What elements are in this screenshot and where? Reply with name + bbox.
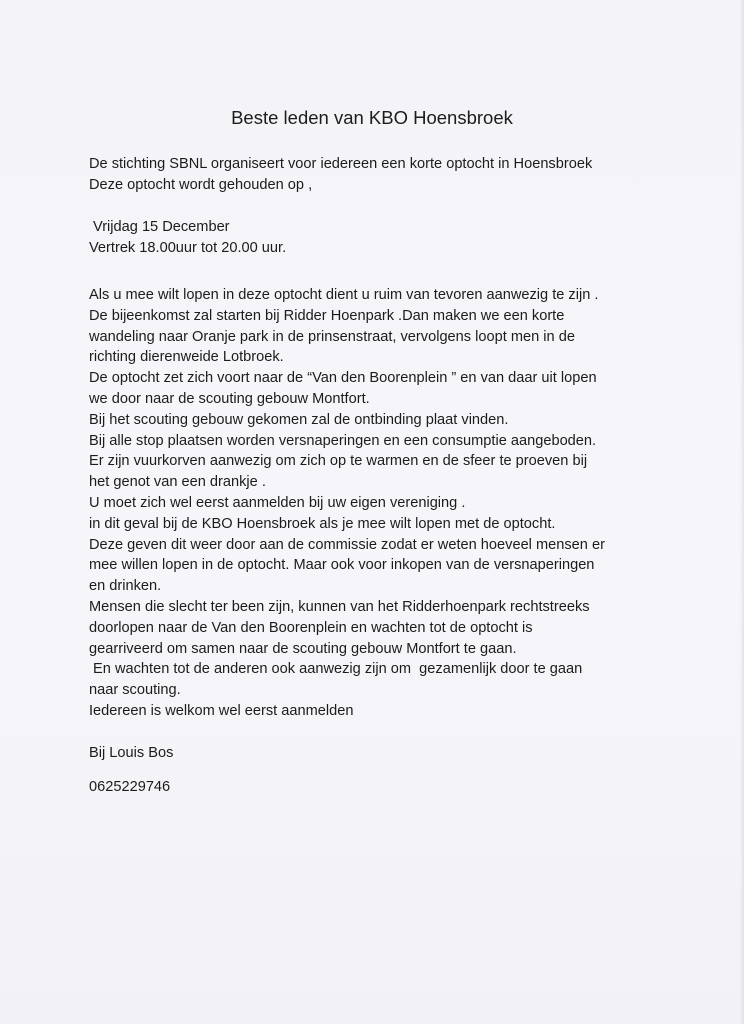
body-line: gearriveerd om samen naar de scouting gebouw Montfort te gaan. xyxy=(89,640,517,657)
body-line: mee willen lopen in de optocht. Maar ook voor inkopen van de versnaperingen xyxy=(89,557,595,574)
signature: Bij Louis Bos xyxy=(89,745,174,761)
body-paragraph xyxy=(89,285,605,722)
body-line: Iedereen is welkom wel eerst aanmelden xyxy=(89,702,354,719)
body-line: Mensen die slecht ter been zijn, kunnen van het Ridderhoenpark rechtstreeks xyxy=(89,598,590,615)
intro-line: Deze optocht wordt gehouden op , xyxy=(89,176,313,193)
body-line: Deze geven dit weer door aan de commissie zodat er weten hoeveel mensen er xyxy=(89,536,605,553)
event-time: Vertrek 18.00uur tot 20.00 uur. xyxy=(89,239,287,256)
body-line: naar scouting. xyxy=(89,682,181,699)
body-line: U moet zich wel eerst aanmelden bij uw eigen vereniging . xyxy=(89,494,466,511)
body-line: en drinken. xyxy=(89,578,162,595)
body-line: De optocht zet zich voort naar de “Van den Boorenplein ” en van daar uit lopen xyxy=(89,370,597,387)
event-details xyxy=(89,217,286,259)
body-line: het genot van een drankje . xyxy=(89,474,266,491)
letter-title: Beste leden van KBO Hoensbroek xyxy=(231,107,513,128)
intro-line: De stichting SBNL organiseert voor iedereen een korte optocht in Hoensbroek xyxy=(89,156,593,172)
body-line: richting dierenweide Lotbroek. xyxy=(89,349,284,366)
body-line: Als u mee wilt lopen in deze optocht dient u ruim van tevoren aanwezig te zijn . xyxy=(89,287,599,303)
body-line: we door naar de scouting gebouw Montfort. xyxy=(89,390,370,407)
body-line: En wachten tot de anderen ook aanwezig zijn om gezamenlijk door te gaan xyxy=(89,661,583,678)
body-line: De bijeenkomst zal starten bij Ridder Hoenpark .Dan maken we een korte xyxy=(89,307,565,324)
body-line: wandeling naar Oranje park in de prinsenstraat, vervolgens loopt men in de xyxy=(89,328,575,345)
page-edge-shadow xyxy=(740,0,744,1024)
phone-number: 0625229746 xyxy=(89,779,171,795)
event-date: Vrijdag 15 December xyxy=(93,219,230,235)
intro-paragraph xyxy=(89,154,592,196)
body-line: doorlopen naar de Van den Boorenplein en wachten tot de optocht is xyxy=(89,619,533,636)
body-line: Bij alle stop plaatsen worden versnaperingen en een consumptie aangeboden. xyxy=(89,432,597,449)
body-line: in dit geval bij de KBO Hoensbroek als je mee wilt lopen met de optocht. xyxy=(89,515,556,532)
body-line: Er zijn vuurkorven aanwezig om zich op te warmen en de sfeer te proeven bij xyxy=(89,453,588,470)
body-line: Bij het scouting gebouw gekomen zal de ontbinding plaat vinden. xyxy=(89,411,509,428)
